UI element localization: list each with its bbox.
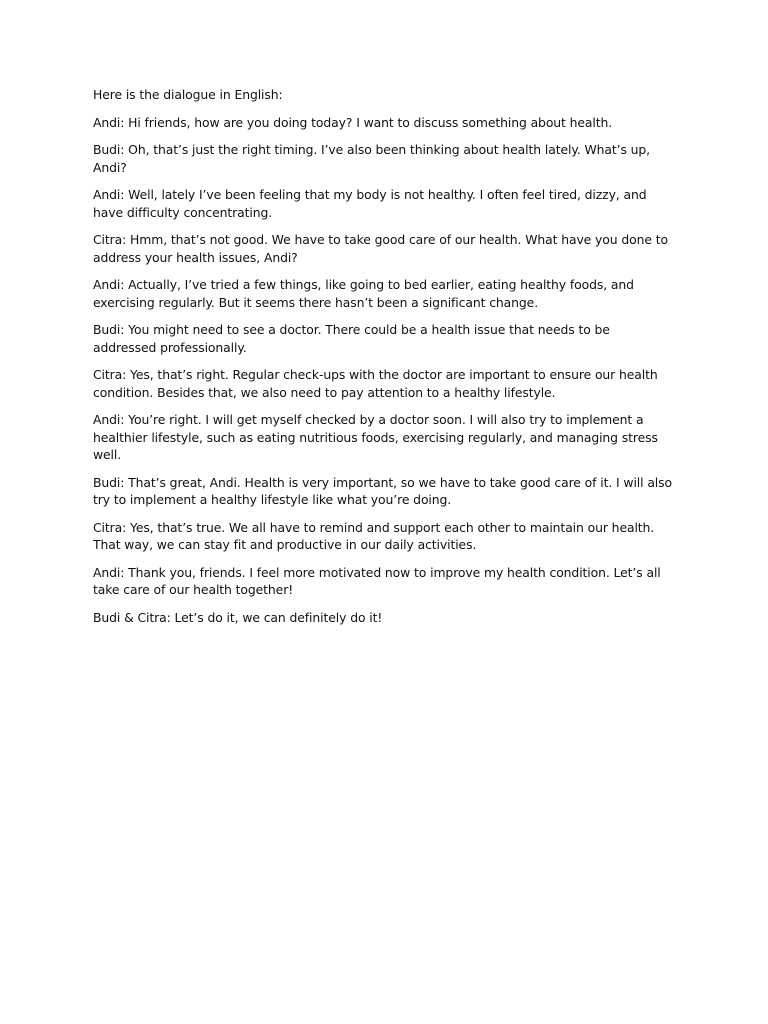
dialogue-line: Budi & Citra: Let’s do it, we can definitely do it!: [93, 609, 383, 625]
dialogue-line: Andi: Well, lately I’ve been feeling that my body is not healthy. I often feel tired, dizzy, and have difficulty concentrating.: [93, 187, 647, 220]
document-body: [93, 86, 673, 636]
dialogue-line: Andi: Actually, I’ve tried a few things, like going to bed earlier, eating healthy foods, and exercising regularly. But it seems there hasn’t been a significant change.: [93, 277, 634, 310]
dialogue-line: Budi: Oh, that’s just the right timing. I’ve also been thinking about health lately. What’s up, Andi?: [93, 142, 651, 175]
dialogue-line: Andi: Thank you, friends. I feel more motivated now to improve my health condition. Let’s all take care of our health together!: [93, 564, 661, 597]
dialogue-line: Citra: Yes, that’s true. We all have to remind and support each other to maintain our health. That way, we can stay fit and productive in our daily activities.: [93, 519, 655, 552]
intro-paragraph: Here is the dialogue in English:: [93, 87, 283, 102]
dialogue-line: Andi: Hi friends, how are you doing today? I want to discuss something about health.: [93, 114, 613, 130]
dialogue-line: Citra: Yes, that’s right. Regular check-ups with the doctor are important to ensure our health condition. Besides that, we also need to pay attention to a healthy lifestyle.: [93, 367, 658, 400]
dialogue-line: Budi: That’s great, Andi. Health is very important, so we have to take good care of it. I will also try to implement a healthy lifestyle like what you’re doing.: [93, 474, 672, 507]
dialogue-line: Citra: Hmm, that’s not good. We have to take good care of our health. What have you done to address your health issues, Andi?: [93, 232, 668, 265]
dialogue-line: Andi: You’re right. I will get myself checked by a doctor soon. I will also try to implement a healthier lifestyle, such as eating nutritious foods, exercising regularly, and managing stress well.: [93, 412, 658, 462]
dialogue-line: Budi: You might need to see a doctor. There could be a health issue that needs to be addressed professionally.: [93, 322, 610, 355]
